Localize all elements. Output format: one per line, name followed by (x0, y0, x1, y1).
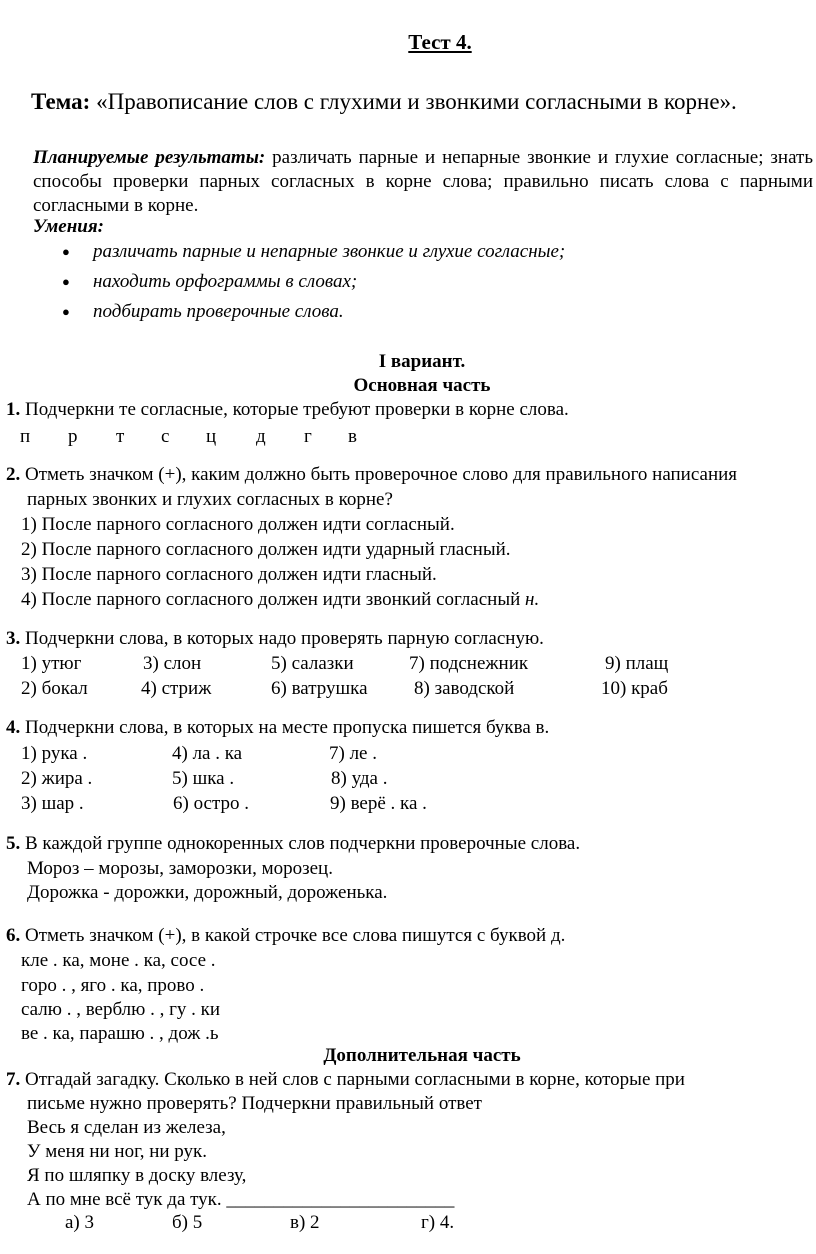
question-number: 4. (6, 717, 21, 738)
planned-results (33, 146, 813, 218)
variant-title: I вариант. (378, 351, 466, 372)
answer-option: б) 5 (172, 1212, 203, 1233)
question-text: Подчеркни слова, в которых надо проверять парную согласную. (25, 628, 544, 649)
bullet-icon: ● (62, 244, 70, 259)
option: 4) После парного согласного должен идти звонкий согласный (21, 589, 521, 610)
question-number: 2. (6, 464, 21, 485)
question-6 (6, 926, 565, 945)
letter: ц (206, 426, 217, 447)
letter: д (256, 426, 266, 447)
word-option: 8) заводской (414, 678, 515, 699)
question-text: Подчеркни те согласные, которые требуют проверки в корне слова. (25, 399, 569, 420)
question-text-cont: парных звонких и глухих согласных в корне? (27, 489, 393, 510)
letter: с (161, 426, 170, 447)
answer-option: в) 2 (290, 1212, 320, 1233)
word-option: 4) ла . ка (172, 743, 243, 764)
topic-text: «Правописание слов с глухими и звонкими согласными в корне». (96, 89, 737, 114)
question-text: Подчеркни слова, в которых на месте пропуска пишется буква в. (25, 717, 550, 738)
main-part-heading: Основная часть (353, 375, 491, 396)
planned-results-text: различать парные и непарные звонкие и глухие согласные; знать способы проверки парных согласных в корне слова; правильно писать слова с парными согласными в корне. (33, 147, 814, 216)
word-option: 3) шар . (21, 793, 84, 814)
question-text: Отметь значком (+), каким должно быть проверочное слово для правильного написания (25, 464, 738, 485)
question-1 (6, 400, 569, 419)
extra-part-heading: Дополнительная часть (323, 1045, 521, 1066)
letter: т (116, 426, 125, 447)
answer-option: г) 4. (421, 1212, 455, 1233)
skill-item: находить орфограммы в словах; (93, 271, 358, 292)
word-option: 4) стриж (141, 678, 212, 699)
word-option: 7) подснежник (409, 653, 529, 674)
question-2 (6, 465, 737, 484)
word-option: 10) краб (601, 678, 668, 699)
poem-line: Я по шляпку в доску влезу, (27, 1165, 247, 1186)
word-option: 2) бокал (21, 678, 88, 699)
word-option: 2) жира . (21, 768, 93, 789)
test-title: Тест 4. (408, 30, 472, 54)
option: 2) После парного согласного должен идти ударный гласный. (21, 539, 511, 560)
question-number: 1. (6, 399, 21, 420)
question-number: 5. (6, 833, 21, 854)
word-line: ве . ка, парашю . , дож .ь (21, 1023, 219, 1044)
letter: г (304, 426, 312, 447)
word-option: 9) верё . ка . (330, 793, 427, 814)
word-line: салю . , верблю . , гу . ки (21, 999, 221, 1020)
poem-line: У меня ни ног, ни рук. (27, 1141, 208, 1162)
word-option: 8) уда . (331, 768, 388, 789)
question-number: 3. (6, 628, 21, 649)
question-3 (6, 629, 544, 648)
question-7 (6, 1070, 685, 1089)
letter: п (20, 426, 31, 447)
question-text: В каждой группе однокоренных слов подчеркни проверочные слова. (25, 833, 581, 854)
poem-line: А по мне всё тук да тук. ________________________ (27, 1189, 455, 1210)
word-option: 6) остро . (173, 793, 250, 814)
word-option: 9) плащ (605, 653, 669, 674)
option: 3) После парного согласного должен идти гласный. (21, 564, 437, 585)
topic-label: Тема: (31, 89, 91, 114)
option-4 (21, 590, 539, 609)
skill-item: подбирать проверочные слова. (93, 301, 344, 322)
question-5 (6, 834, 580, 853)
word-option: 5) шка . (172, 768, 235, 789)
letter: в (348, 426, 357, 447)
question-number: 6. (6, 925, 21, 946)
word-line: кле . ка, моне . ка, сосе . (21, 950, 216, 971)
word-line: горо . , яго . ка, прово . (21, 975, 205, 996)
question-text: Отметь значком (+), в какой строчке все слова пишутся с буквой д. (25, 925, 566, 946)
option: 1) После парного согласного должен идти согласный. (21, 514, 455, 535)
question-number: 7. (6, 1069, 21, 1090)
skills-heading: Умения: (33, 216, 104, 237)
word-option: 1) утюг (21, 653, 82, 674)
word-option: 3) слон (143, 653, 202, 674)
question-4 (6, 718, 549, 737)
bullet-icon: ● (62, 274, 70, 289)
word-group: Дорожка - дорожки, дорожный, дороженька. (27, 882, 388, 903)
word-option: 1) рука . (21, 743, 88, 764)
word-option: 7) ле . (329, 743, 377, 764)
planned-results-label: Планируемые результаты: (33, 147, 266, 168)
option-suffix: н. (525, 589, 540, 610)
word-group: Мороз – морозы, заморозки, морозец. (27, 858, 333, 879)
word-option: 5) салазки (271, 653, 354, 674)
word-option: 6) ватрушка (271, 678, 368, 699)
question-text-cont: письме нужно проверять? Подчеркни правильный ответ (27, 1093, 482, 1114)
answer-option: а) 3 (65, 1212, 95, 1233)
skill-item: различать парные и непарные звонкие и глухие согласные; (93, 241, 566, 262)
letter: р (68, 426, 78, 447)
poem-line: Весь я сделан из железа, (27, 1117, 226, 1138)
bullet-icon: ● (62, 304, 70, 319)
topic-line (31, 90, 737, 113)
question-text: Отгадай загадку. Сколько в ней слов с парными согласными в корне, которые при (25, 1069, 685, 1090)
